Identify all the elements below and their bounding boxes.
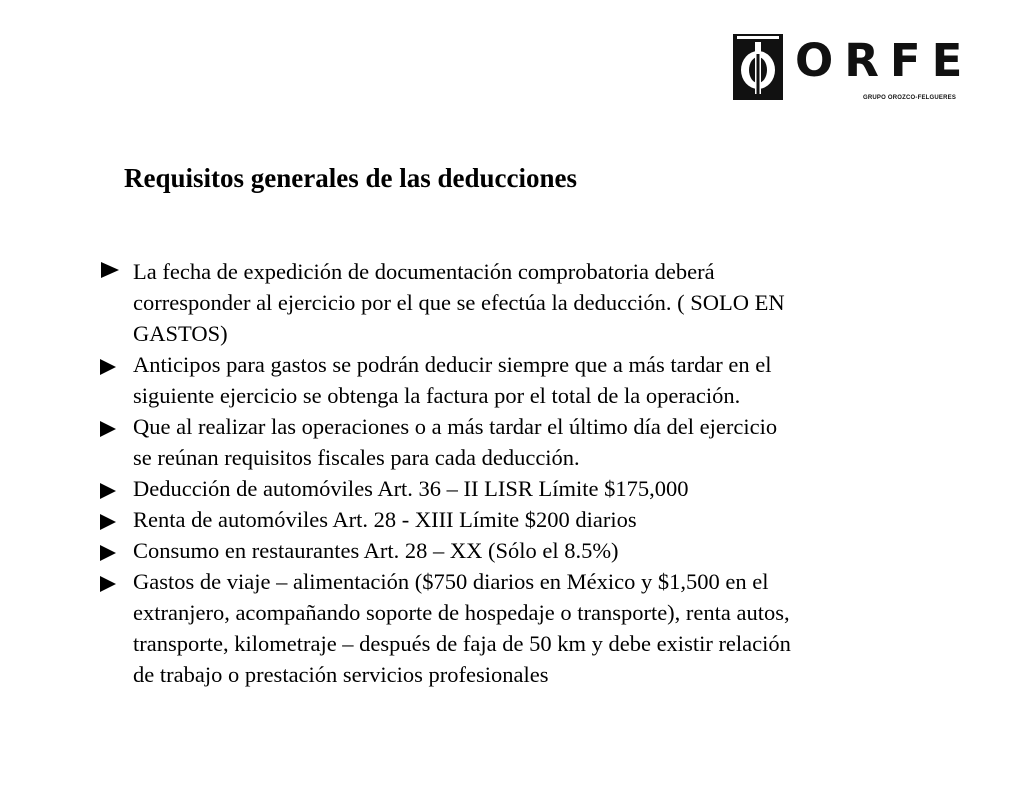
list-item-line: Anticipos para gastos se podrán deducir siempre que a más tardar en el — [133, 352, 772, 377]
list-item-line: siguiente ejercicio se obtenga la factura por el total de la operación. — [133, 383, 741, 408]
list-item-line: Renta de automóviles Art. 28 - XIII Límite $200 diarios — [133, 507, 637, 532]
triangle-bullet-icon — [98, 512, 120, 534]
list-item-line: GASTOS) — [133, 321, 228, 346]
orfe-logo — [733, 34, 974, 104]
orfe-wordmark: ORFE — [795, 34, 974, 87]
list-item — [98, 349, 978, 411]
list-item-line: extranjero, acompañando soporte de hospedaje o transporte), renta autos, — [133, 600, 790, 625]
list-item-line: corresponder al ejercicio por el que se efectúa la deducción. ( SOLO EN — [133, 290, 785, 315]
list-item — [98, 473, 978, 504]
list-item-line: Gastos de viaje – alimentación ($750 diarios en México y $1,500 en el — [133, 569, 769, 594]
list-item-line: Que al realizar las operaciones o a más tardar el último día del ejercicio — [133, 414, 778, 439]
list-item-line: transporte, kilometraje – después de faja de 50 km y debe existir relación — [133, 631, 791, 656]
list-item — [98, 504, 978, 535]
triangle-bullet-icon — [99, 259, 121, 281]
triangle-bullet-icon — [98, 574, 120, 596]
triangle-bullet-icon — [98, 357, 120, 379]
slide-title: Requisitos generales de las deducciones — [124, 163, 578, 193]
list-item-line: La fecha de expedición de documentación comprobatoria deberá — [133, 259, 715, 284]
triangle-bullet-icon — [98, 419, 120, 441]
list-item-line: Deducción de automóviles Art. 36 – II LISR Límite $175,000 — [133, 476, 689, 501]
requirements-list — [98, 256, 978, 690]
triangle-bullet-icon — [98, 543, 120, 565]
list-item — [98, 256, 978, 349]
list-item — [98, 535, 978, 566]
list-item-line: se reúnan requisitos fiscales para cada deducción. — [133, 445, 580, 470]
triangle-bullet-icon — [98, 481, 120, 503]
list-item-line: Consumo en restaurantes Art. 28 – XX (Sólo el 8.5%) — [133, 538, 619, 563]
orfe-emblem-icon — [733, 34, 783, 100]
orfe-tagline: GRUPO OROZCO-FELGUERES — [863, 95, 957, 101]
list-item — [98, 566, 978, 690]
list-item — [98, 411, 978, 473]
list-item-line: de trabajo o prestación servicios profesionales — [133, 662, 549, 687]
